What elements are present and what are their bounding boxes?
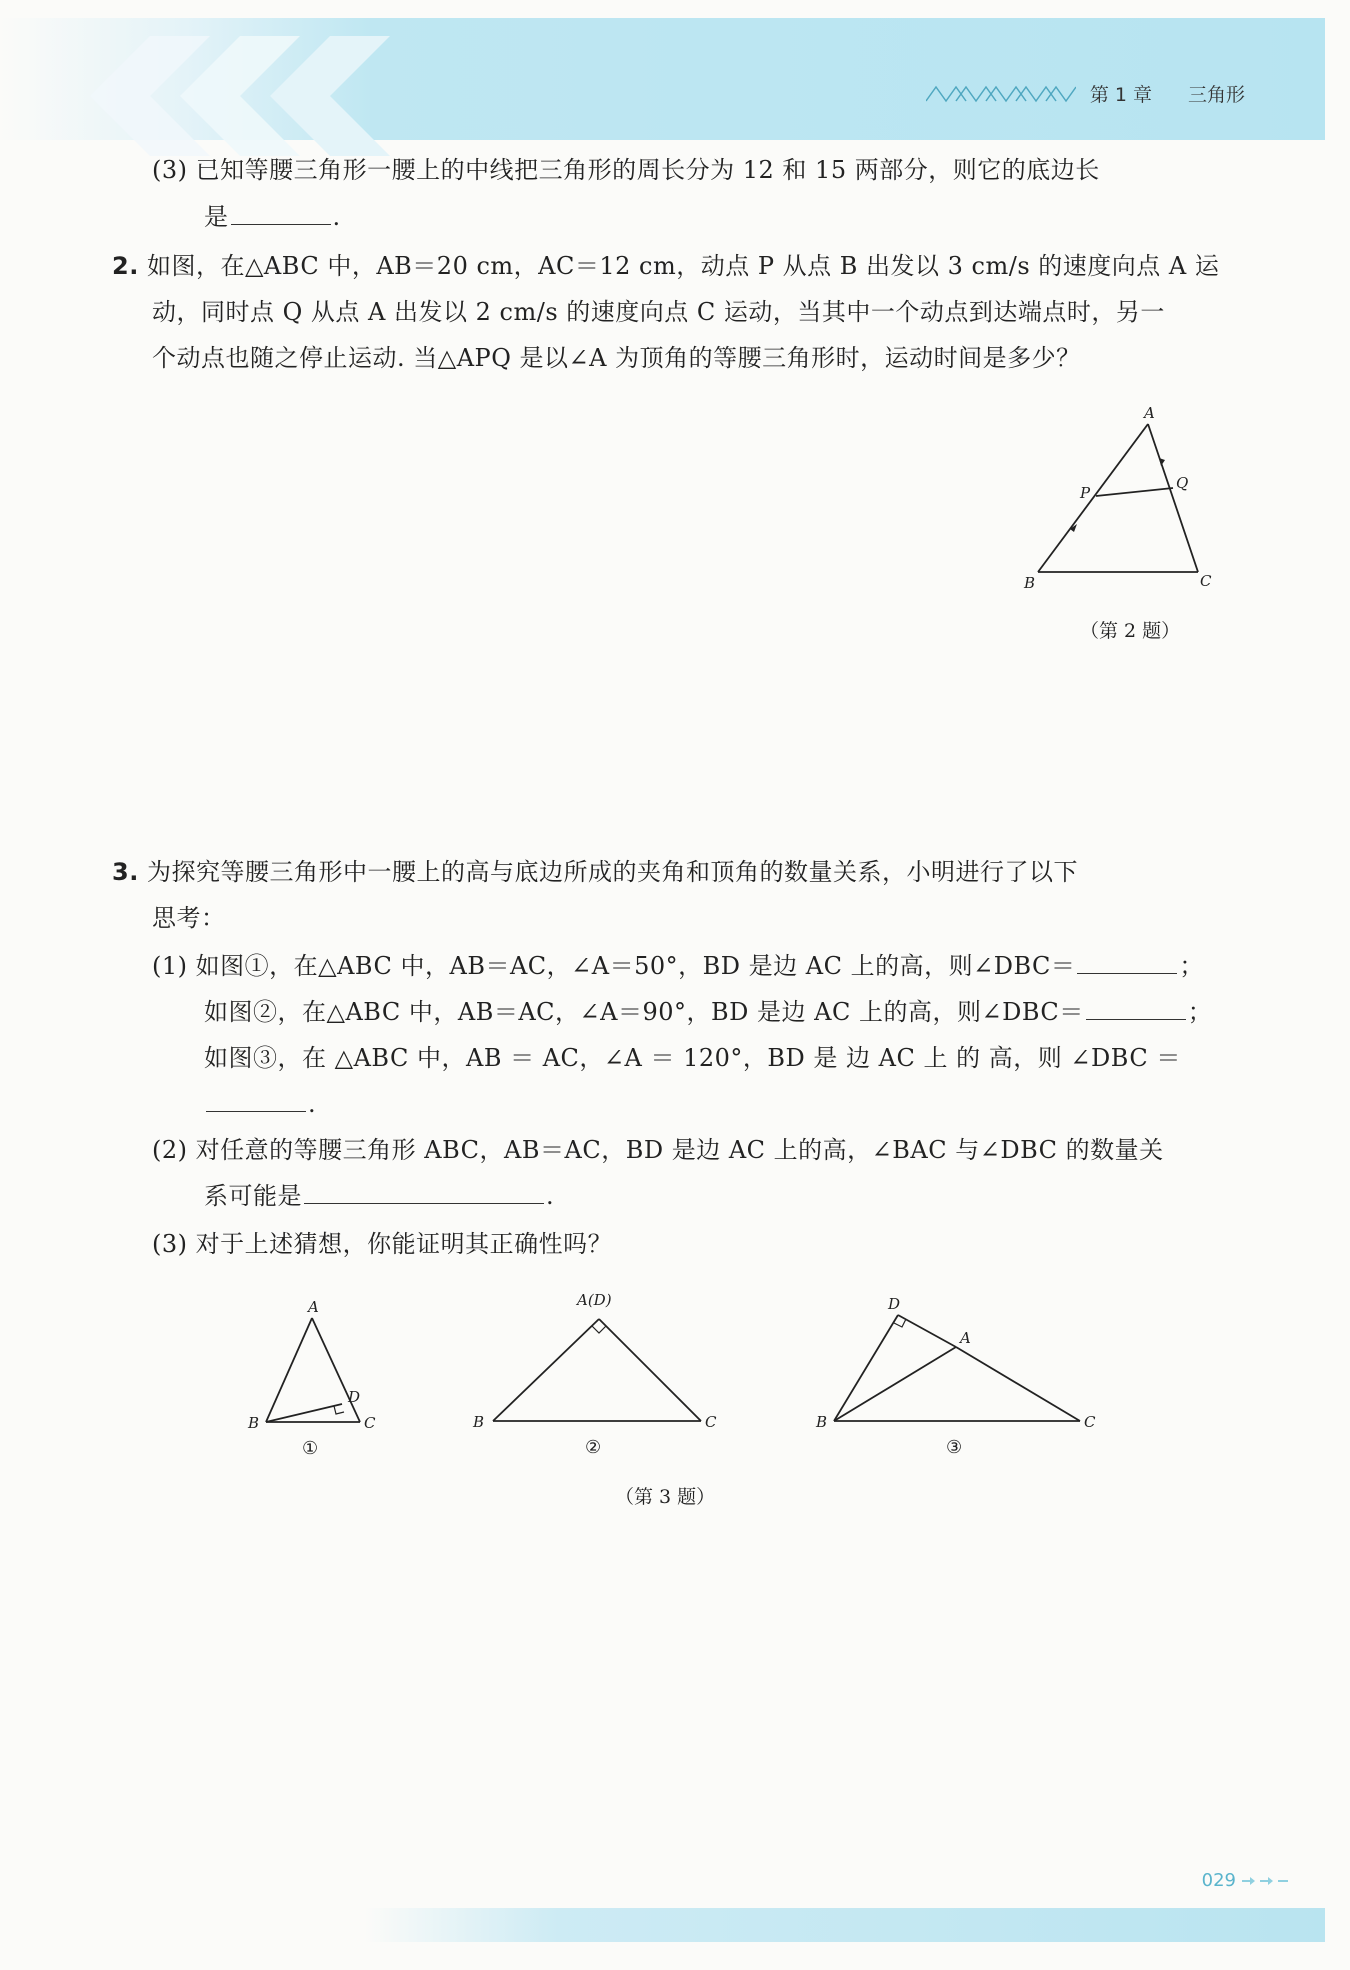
header-band — [0, 18, 1325, 140]
period: . — [308, 1090, 317, 1118]
q3-p1-line4 — [204, 1088, 316, 1120]
answer-blank[interactable] — [1086, 997, 1186, 1020]
fig2-label-b: B — [473, 1413, 485, 1431]
fig2-number: ② — [585, 1437, 602, 1458]
q3-figure-1 — [240, 1290, 390, 1460]
q1-part3-line2 — [204, 201, 341, 233]
period: . — [546, 1182, 555, 1210]
q1-part3-line1: (3) 已知等腰三角形一腰上的中线把三角形的周长分为 12 和 15 两部分，则它的底边长 — [152, 156, 1100, 184]
answer-blank[interactable] — [231, 202, 331, 225]
q2-figure — [1020, 400, 1240, 600]
q3-number: 3. — [112, 858, 139, 886]
semicolon: ； — [1179, 952, 1204, 980]
q3-p1-text2: 如图②，在△ABC 中，AB＝AC，∠A＝90°，BD 是边 AC 上的高，则∠DBC＝ — [204, 998, 1084, 1026]
q2-text-line1: 如图，在△ABC 中，AB＝20 cm，AC＝12 cm，动点 P 从点 B 出发以 3 cm/s 的速度向点 A 运 — [146, 252, 1220, 280]
q2-line2: 动，同时点 Q 从点 A 出发以 2 cm/s 的速度向点 C 运动，当其中一个动点到达端点时，另一 — [152, 298, 1165, 326]
q3-p1-line1 — [152, 950, 1204, 982]
label-a: A — [1144, 404, 1155, 422]
answer-blank[interactable] — [1077, 951, 1177, 974]
page-number-text: 029 — [1201, 1870, 1236, 1891]
fig1-label-c: C — [364, 1414, 376, 1432]
fig3-label-d: D — [888, 1295, 901, 1313]
fig1-label-b: B — [248, 1414, 260, 1432]
footer-band — [365, 1908, 1325, 1942]
q1-part3-period: . — [332, 203, 341, 231]
q3-figure-3 — [808, 1285, 1108, 1460]
chapter-title: 三角形 — [1187, 84, 1245, 106]
q3-p3: (3) 对于上述猜想，你能证明其正确性吗？ — [152, 1230, 613, 1258]
fig1-label-d: D — [348, 1388, 361, 1406]
q2-caption: （第 2 题） — [1080, 620, 1181, 642]
answer-blank[interactable] — [206, 1089, 306, 1112]
q3-caption: （第 3 题） — [615, 1486, 716, 1508]
segment-ab — [1038, 424, 1148, 572]
fig3-label-c: C — [1084, 1413, 1096, 1431]
arrow-right-icon — [1240, 1875, 1290, 1887]
q3-p1-line2 — [204, 996, 1212, 1028]
fig1-number: ① — [302, 1438, 319, 1459]
mountain-pattern-icon — [926, 83, 1076, 105]
segment-pq — [1096, 488, 1173, 496]
q3-p2-line2 — [204, 1180, 554, 1212]
q3-p1-text1: (1) 如图①，在△ABC 中，AB＝AC，∠A＝50°，BD 是边 AC 上的高，则∠DBC＝ — [152, 952, 1076, 980]
q2-line1 — [112, 250, 1219, 282]
chapter-header — [926, 80, 1245, 107]
q3-p2-prefix: 系可能是 — [204, 1182, 302, 1210]
answer-blank[interactable] — [304, 1181, 544, 1204]
q1-part3-prefix: 是 — [204, 203, 229, 231]
fig3-label-a: A — [960, 1329, 971, 1347]
q2-number: 2. — [112, 252, 139, 280]
q3-figure-2 — [465, 1285, 735, 1460]
q2-line3: 个动点也随之停止运动. 当△APQ 是以∠A 为顶角的等腰三角形时，运动时间是多少？ — [152, 344, 1081, 372]
semicolon: ； — [1187, 998, 1213, 1026]
fig3-label-b: B — [816, 1413, 828, 1431]
fig1-label-a: A — [308, 1298, 319, 1316]
fig2-label-ad: A(D) — [577, 1291, 612, 1309]
chapter-label: 第 1 章 — [1089, 84, 1152, 106]
fig3-number: ③ — [946, 1437, 963, 1458]
page-number — [1202, 1870, 1290, 1891]
chevron-decoration-icon — [90, 36, 390, 156]
label-q: Q — [1176, 474, 1189, 492]
label-p: P — [1080, 484, 1091, 502]
q3-p1-line3: 如图③，在 △ABC 中，AB ＝ AC，∠A ＝ 120°，BD 是 边 AC 上 的 高，则 ∠DBC ＝ — [204, 1044, 1181, 1072]
fig2-label-c: C — [705, 1413, 717, 1431]
q3-text-line1: 为探究等腰三角形中一腰上的高与底边所成的夹角和顶角的数量关系，小明进行了以下 — [146, 858, 1078, 886]
q3-p2-line1: (2) 对任意的等腰三角形 ABC，AB＝AC，BD 是边 AC 上的高，∠BAC 与∠DBC 的数量关 — [152, 1136, 1164, 1164]
q3-line1 — [112, 856, 1078, 888]
segment-ac — [1148, 424, 1198, 572]
q3-line2: 思考： — [152, 904, 226, 932]
label-c: C — [1200, 572, 1212, 590]
label-b: B — [1024, 574, 1036, 592]
